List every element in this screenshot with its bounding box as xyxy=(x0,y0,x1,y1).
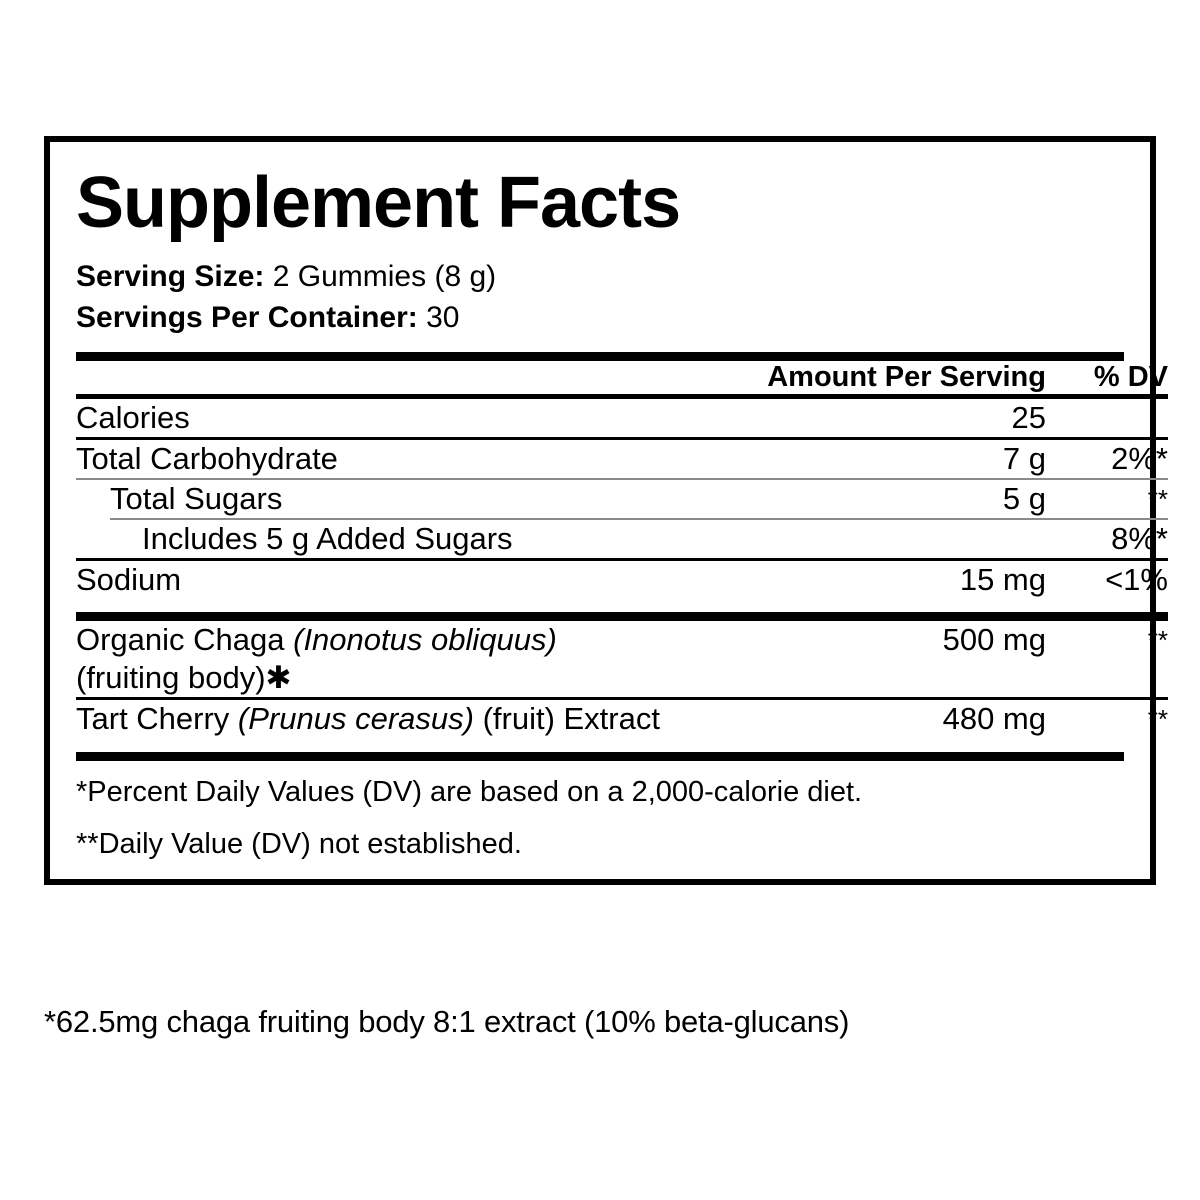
divider-thick-top xyxy=(76,352,1124,361)
row-label xyxy=(76,700,716,738)
row-amount: 500 mg xyxy=(942,622,1046,658)
row-amount: 480 mg xyxy=(942,701,1046,737)
row-label: Calories xyxy=(76,400,190,436)
row-dv: <1% xyxy=(1105,561,1168,597)
header-amount-per-serving: Amount Per Serving xyxy=(767,361,1046,394)
ingredient-latin-name: (Inonotus obliquus) xyxy=(293,622,557,658)
supplement-facts-panel xyxy=(44,136,1168,885)
table-row-sodium xyxy=(76,561,1168,599)
row-dv: 8%* xyxy=(1111,520,1168,556)
row-dv: 2%* xyxy=(1111,441,1168,477)
ingredient-name-text: Tart Cherry xyxy=(76,701,238,737)
table-row-total-sugars xyxy=(76,480,1168,518)
serving-size-value: 2 Gummies (8 g) xyxy=(272,259,497,293)
header-spacer xyxy=(76,361,716,394)
row-amount: 5 g xyxy=(1002,481,1046,516)
row-label: Total Sugars xyxy=(110,481,283,516)
row-label: Includes 5 g Added Sugars xyxy=(142,520,513,556)
page-title: Supplement Facts xyxy=(76,163,681,243)
servings-per-container-line xyxy=(76,297,1124,338)
row-dv: ** xyxy=(1147,704,1168,735)
serving-size-label: Serving Size: xyxy=(76,259,265,293)
ingredient-latin-name: (Prunus cerasus) xyxy=(237,701,474,737)
row-label xyxy=(76,621,716,697)
table-row-calories xyxy=(76,399,1168,437)
row-dv: ** xyxy=(1147,625,1168,656)
ingredient-name-suffix: (fruit) Extract xyxy=(473,701,660,737)
table-row-organic-chaga xyxy=(76,621,1168,697)
ingredient-name-line2: (fruiting body)✱ xyxy=(76,660,292,696)
row-amount: 7 g xyxy=(1002,441,1046,477)
row-amount: 15 mg xyxy=(959,561,1046,597)
footnote-dv-not-established: **Daily Value (DV) not established. xyxy=(76,827,522,860)
table-row-added-sugars xyxy=(76,520,1168,558)
divider-thick-bottom xyxy=(76,752,1124,761)
servings-per-container-value: 30 xyxy=(426,300,460,334)
ingredient-name-text: Organic Chaga xyxy=(76,622,294,658)
table-header-row xyxy=(76,361,1168,394)
row-amount: 25 xyxy=(1011,400,1046,436)
row-dv xyxy=(1046,399,1168,437)
table-row-total-carbohydrate xyxy=(76,440,1168,478)
row-dv: ** xyxy=(1147,484,1168,514)
header-percent-dv: % DV xyxy=(1093,361,1168,394)
footnote-percent-dv: *Percent Daily Values (DV) are based on a 2,000-calorie diet. xyxy=(76,775,863,808)
row-amount xyxy=(716,520,1046,558)
servings-per-container-label: Servings Per Container: xyxy=(76,300,418,334)
nutrition-table xyxy=(76,361,1168,738)
serving-size-line xyxy=(76,256,1124,297)
row-label: Total Carbohydrate xyxy=(76,441,338,477)
table-row-tart-cherry xyxy=(76,700,1168,738)
divider-thick-middle xyxy=(76,598,1168,621)
chaga-extract-note: *62.5mg chaga fruiting body 8:1 extract (10% beta-glucans) xyxy=(44,1004,850,1039)
row-label: Sodium xyxy=(76,561,182,597)
